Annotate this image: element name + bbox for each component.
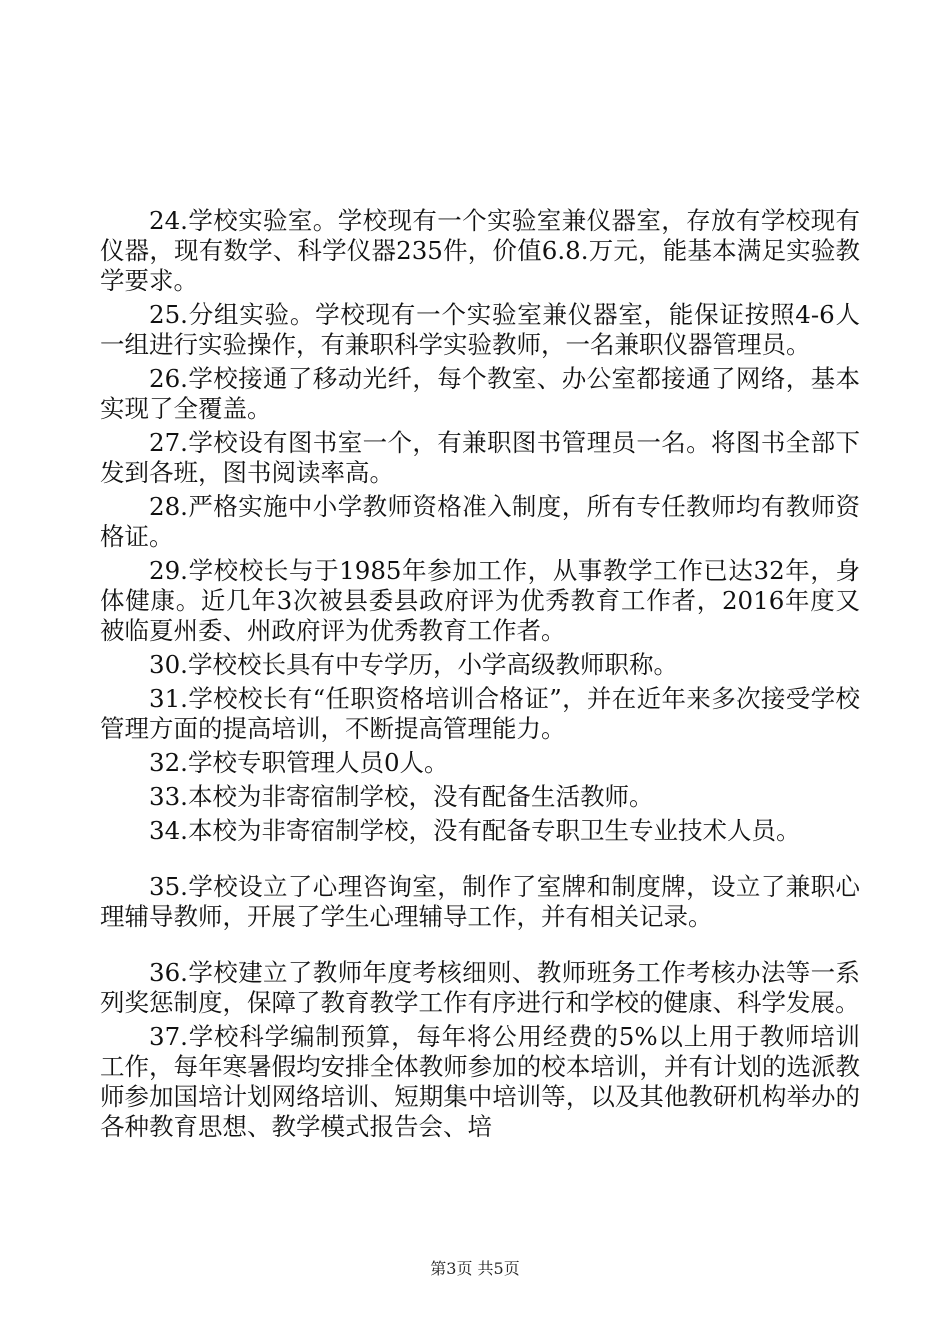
- paragraph-36: 36.学校建立了教师年度考核细则、教师班务工作考核办法等一系列奖惩制度，保障了教育教学工作有序进行和学校的健康、科学发展。: [100, 958, 860, 1017]
- paragraph-37: 37.学校科学编制预算，每年将公用经费的5%以上用于教师培训工作，每年寒暑假均安排全体教师参加的校本培训，并有计划的选派教师参加国培计划网络培训、短期集中培训等，以及其他教研机构举办的各种教育思想、教学模式报告会、培: [100, 1022, 860, 1141]
- paragraph-31: 31.学校校长有“任职资格培训合格证”，并在近年来多次接受学校管理方面的提高培训，不断提高管理能力。: [100, 684, 860, 743]
- paragraph-29: 29.学校校长与于1985年参加工作，从事教学工作已达32年，身体健康。近几年3次被县委县政府评为优秀教育工作者，2016年度又被临夏州委、州政府评为优秀教育工作者。: [100, 556, 860, 645]
- paragraph-35: 35.学校设立了心理咨询室，制作了室牌和制度牌，设立了兼职心理辅导教师，开展了学生心理辅导工作，并有相关记录。: [100, 872, 860, 931]
- document-body: [100, 206, 860, 1146]
- paragraph-27: 27.学校设有图书室一个，有兼职图书管理员一名。将图书全部下发到各班，图书阅读率高。: [100, 428, 860, 487]
- paragraph-33: 33.本校为非寄宿制学校，没有配备生活教师。: [149, 782, 654, 811]
- paragraph-32: 32.学校专职管理人员0人。: [149, 748, 449, 777]
- paragraph-26: 26.学校接通了移动光纤，每个教室、办公室都接通了网络，基本实现了全覆盖。: [100, 364, 860, 423]
- page-number-footer: 第3页 共5页: [430, 1259, 520, 1278]
- paragraph-34: 34.本校为非寄宿制学校，没有配备专职卫生专业技术人员。: [149, 816, 801, 845]
- paragraph-28: 28.严格实施中小学教师资格准入制度，所有专任教师均有教师资格证。: [100, 492, 860, 551]
- paragraph-25: 25.分组实验。学校现有一个实验室兼仪器室，能保证按照4-6人一组进行实验操作，有兼职科学实验教师，一名兼职仪器管理员。: [100, 300, 860, 359]
- paragraph-30: 30.学校校长具有中专学历，小学高级教师职称。: [149, 650, 678, 679]
- paragraph-24: 24.学校实验室。学校现有一个实验室兼仪器室，存放有学校现有仪器，现有数学、科学仪器235件，价值6.8.万元，能基本满足实验教学要求。: [100, 206, 860, 295]
